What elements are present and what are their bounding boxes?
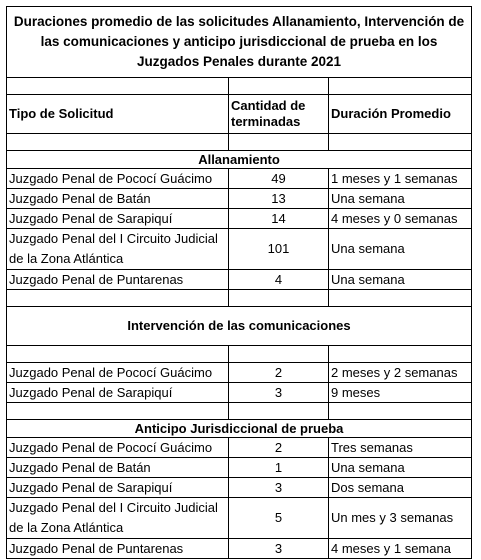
- cell-duracion: Una semana: [329, 458, 472, 478]
- cell-tipo: Juzgado Penal de Pococí Guácimo: [7, 438, 229, 458]
- section-heading-allanamiento: Allanamiento: [7, 151, 472, 169]
- section-heading-anticipo: Anticipo Jurisdiccional de prueba: [7, 420, 472, 438]
- cell-cantidad: 101: [229, 229, 329, 270]
- table-row: [7, 498, 472, 539]
- spreadsheet-table-container: [6, 6, 471, 559]
- cell-duracion: Un mes y 3 semanas: [329, 498, 472, 539]
- blank-cell: [7, 134, 229, 151]
- cell-tipo: Juzgado Penal del I Circuito Judicial de la Zona Atlántica: [7, 498, 229, 539]
- table-row: [7, 189, 472, 209]
- header-duracion: Duración Promedio: [329, 95, 472, 134]
- blank-cell: [229, 134, 329, 151]
- cell-tipo: Juzgado Penal de Pococí Guácimo: [7, 169, 229, 189]
- header-tipo: Tipo de Solicitud: [7, 95, 229, 134]
- blank-cell: [229, 78, 329, 95]
- table-row: [7, 458, 472, 478]
- cell-duracion: Una semana: [329, 229, 472, 270]
- cell-duracion: 4 meses y 1 semana: [329, 539, 472, 559]
- table-row: [7, 363, 472, 383]
- blank-cell: [7, 290, 229, 307]
- cell-duracion: Una semana: [329, 189, 472, 209]
- blank-cell: [7, 346, 229, 363]
- cell-tipo: Juzgado Penal de Sarapiquí: [7, 383, 229, 403]
- cell-tipo: Juzgado Penal del I Circuito Judicial de la Zona Atlántica: [7, 229, 229, 270]
- cell-tipo: Juzgado Penal de Pococí Guácimo: [7, 363, 229, 383]
- cell-cantidad: 49: [229, 169, 329, 189]
- table-row: [7, 229, 472, 270]
- blank-cell: [329, 134, 472, 151]
- blank-cell: [329, 403, 472, 420]
- table-row: [7, 270, 472, 290]
- header-cantidad: Cantidad de terminadas: [229, 95, 329, 134]
- cell-cantidad: 3: [229, 539, 329, 559]
- blank-cell: [329, 78, 472, 95]
- cell-duracion: 2 meses y 2 semanas: [329, 363, 472, 383]
- table-row: [7, 169, 472, 189]
- blank-cell: [329, 346, 472, 363]
- cell-cantidad: 3: [229, 478, 329, 498]
- cell-cantidad: 3: [229, 383, 329, 403]
- cell-duracion: Tres semanas: [329, 438, 472, 458]
- blank-cell: [229, 403, 329, 420]
- cell-cantidad: 4: [229, 270, 329, 290]
- blank-cell: [229, 290, 329, 307]
- cell-duracion: 4 meses y 0 semanas: [329, 209, 472, 229]
- cell-cantidad: 5: [229, 498, 329, 539]
- cell-tipo: Juzgado Penal de Batán: [7, 189, 229, 209]
- table-title: Duraciones promedio de las solicitudes Allanamiento, Intervención de las comunicaciones y anticipo jurisdiccional de prueba en los Juzgados Penales durante 2021: [7, 7, 472, 78]
- blank-cell: [329, 290, 472, 307]
- table-row: [7, 209, 472, 229]
- section-heading-intervencion: Intervención de las comunicaciones: [7, 307, 472, 346]
- cell-duracion: Una semana: [329, 270, 472, 290]
- table-row: [7, 539, 472, 559]
- blank-cell: [229, 346, 329, 363]
- cell-duracion: 9 meses: [329, 383, 472, 403]
- cell-cantidad: 2: [229, 363, 329, 383]
- cell-cantidad: 13: [229, 189, 329, 209]
- cell-tipo: Juzgado Penal de Puntarenas: [7, 539, 229, 559]
- cell-tipo: Juzgado Penal de Sarapiquí: [7, 209, 229, 229]
- table-row: [7, 478, 472, 498]
- cell-duracion: Dos semana: [329, 478, 472, 498]
- table-row: [7, 438, 472, 458]
- cell-cantidad: 1: [229, 458, 329, 478]
- cell-tipo: Juzgado Penal de Puntarenas: [7, 270, 229, 290]
- table-row: [7, 383, 472, 403]
- cell-cantidad: 2: [229, 438, 329, 458]
- blank-cell: [7, 403, 229, 420]
- cell-cantidad: 14: [229, 209, 329, 229]
- cell-tipo: Juzgado Penal de Sarapiquí: [7, 478, 229, 498]
- blank-cell: [7, 78, 229, 95]
- cell-duracion: 1 meses y 1 semanas: [329, 169, 472, 189]
- cell-tipo: Juzgado Penal de Batán: [7, 458, 229, 478]
- durations-table: [6, 6, 472, 559]
